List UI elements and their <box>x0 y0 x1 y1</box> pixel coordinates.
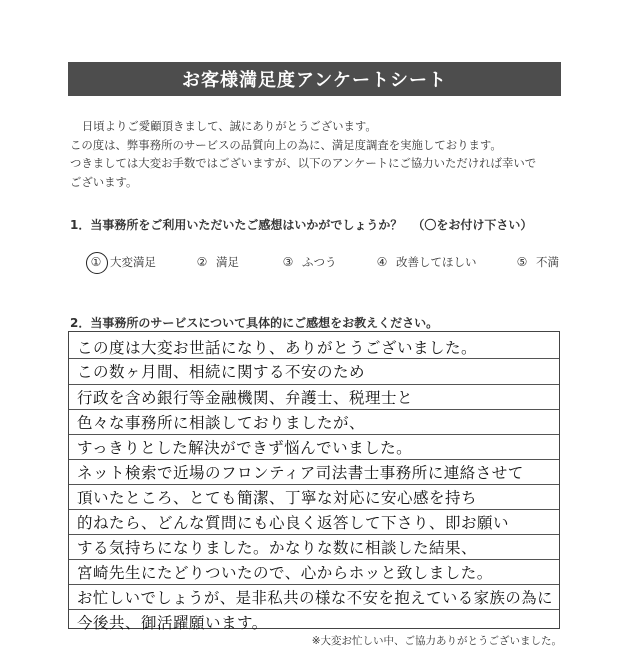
handwritten-line: 頂いたところ、とても簡潔、丁寧な対応に安心感を持ち <box>77 489 478 507</box>
answer-box[interactable] <box>68 331 560 632</box>
ruled-line <box>69 559 559 560</box>
ruled-line <box>69 409 559 410</box>
satisfaction-options <box>88 254 568 274</box>
handwritten-line: する気持ちになりました。かなりな数に相談した結果、 <box>77 539 478 557</box>
handwritten-line: お忙しいでしょうが、是非私共の様な不安を抱えている家族の為に <box>77 589 554 607</box>
option-label: ふつう <box>302 255 337 269</box>
option-number: ③ <box>282 255 294 269</box>
option-label: 改善してほしい <box>396 255 477 269</box>
selected-circle-mark <box>86 252 108 274</box>
handwritten-line: 色々な事務所に相談しておりましたが、 <box>77 414 366 432</box>
option-label: 大変満足 <box>110 255 156 269</box>
handwritten-line: 行政を含め銀行等金融機関、弁護士、税理士と <box>77 389 414 407</box>
handwritten-line: すっきりとした解決ができず悩んでいました。 <box>77 439 413 457</box>
ruled-line <box>69 358 559 359</box>
ruled-line <box>69 609 559 610</box>
option-number: ② <box>196 255 208 269</box>
option-number: ④ <box>376 255 388 269</box>
ruled-line <box>69 584 559 585</box>
option-needs-improvement[interactable] <box>374 254 477 270</box>
ruled-line <box>69 509 559 510</box>
intro-line: この度は、弊事務所のサービスの品質向上の為に、満足度調査を実施しております。 <box>70 137 502 152</box>
question-1-text: 1．当事務所をご利用いただいたご感想はいかがでしょうか？ <box>70 218 403 232</box>
ruled-line <box>69 484 559 485</box>
handwritten-line: 宮崎先生にたどりついたので、心からホッと致しました。 <box>77 564 493 582</box>
option-dissatisfied[interactable] <box>514 254 559 270</box>
handwritten-line: ネット検索で近場のフロンティア司法書士事務所に連絡させて <box>77 464 524 482</box>
handwritten-line: この度は大変お世話になり、ありがとうございました。 <box>77 339 478 357</box>
handwritten-line: この数ヶ月間、相続に関する不安のため <box>77 363 366 381</box>
intro-line: ございます。 <box>70 174 138 189</box>
question-1-note: （〇をお付け下さい） <box>412 218 533 232</box>
ruled-line <box>69 459 559 460</box>
option-label: 不満 <box>536 255 559 269</box>
question-1 <box>70 216 532 233</box>
option-number: ⑤ <box>516 255 528 269</box>
option-label: 満足 <box>216 255 239 269</box>
option-neutral[interactable] <box>280 254 337 270</box>
ruled-line <box>69 434 559 435</box>
intro-line: つきましては大変お手数ではございますが、以下のアンケートにご協力いただければ幸いで <box>70 156 537 170</box>
handwritten-line: 今後共、御活躍願います。 <box>77 614 268 632</box>
footer-note: ※大変お忙しい中、ご協力ありがとうございました。 <box>311 635 562 647</box>
ruled-line <box>69 534 559 535</box>
question-2: 2．当事務所のサービスについて具体的にご感想をお教えください。 <box>70 316 439 330</box>
handwritten-line: 的ねたら、どんな質問にも心良く返答して下さり、即お願い <box>77 514 510 532</box>
survey-title: お客様満足度アンケートシート <box>68 62 561 96</box>
option-very-satisfied[interactable] <box>88 254 156 270</box>
intro-line: 日頃よりご愛顧頂きまして、誠にありがとうございます。 <box>81 119 377 133</box>
option-satisfied[interactable] <box>194 254 239 270</box>
ruled-line <box>69 384 559 385</box>
option-number: ① <box>88 254 104 270</box>
intro-text <box>70 117 570 191</box>
